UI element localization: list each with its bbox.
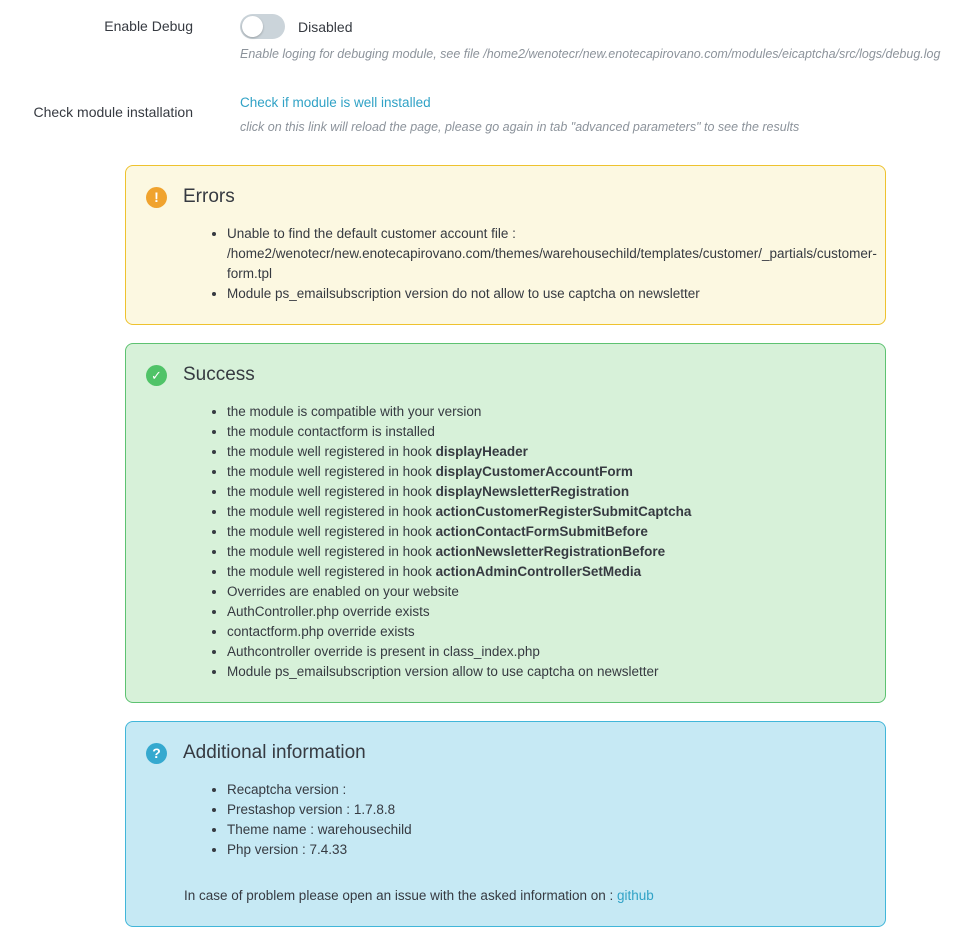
- list-item: • the module well registered in hook actionNewsletterRegistrationBefore: [227, 542, 865, 562]
- form-row-check-installation: [0, 94, 979, 135]
- errors-title: Errors: [183, 186, 235, 207]
- list-item: • the module is compatible with your version: [227, 402, 865, 422]
- info-footer: [184, 886, 865, 906]
- errors-alert: [125, 165, 886, 325]
- success-alert: [125, 343, 886, 703]
- list-item: • Overrides are enabled on your website: [227, 582, 865, 602]
- success-list: [146, 402, 865, 682]
- list-item: • Unable to find the default customer account file : /home2/wenotecr/new.enotecapirovano.com/themes/warehousechild/templates/customer/_partials/customer-form.tpl: [227, 224, 865, 284]
- alerts-area: [125, 165, 886, 927]
- list-item: • contactform.php override exists: [227, 622, 865, 642]
- additional-info-title: Additional information: [183, 742, 366, 763]
- additional-info-list: [146, 780, 865, 860]
- success-title: Success: [183, 364, 255, 385]
- list-item: • the module contactform is installed: [227, 422, 865, 442]
- list-item: • Module ps_emailsubscription version allow to use captcha on newsletter: [227, 662, 865, 682]
- form-row-enable-debug: [0, 14, 979, 62]
- list-item: • the module well registered in hook actionCustomerRegisterSubmitCaptcha: [227, 502, 865, 522]
- additional-info-alert: [125, 721, 886, 927]
- enable-debug-help: Enable loging for debuging module, see file /home2/wenotecr/new.enotecapirovano.com/modules/eicaptcha/src/logs/debug.log: [240, 47, 941, 61]
- list-item: • the module well registered in hook actionContactFormSubmitBefore: [227, 522, 865, 542]
- warning-exclamation-icon: !: [146, 187, 167, 208]
- list-item: • the module well registered in hook displayCustomerAccountForm: [227, 462, 865, 482]
- enable-debug-label: Enable Debug: [104, 18, 193, 34]
- list-item: • Authcontroller override is present in class_index.php: [227, 642, 865, 662]
- check-installation-link[interactable]: Check if module is well installed: [240, 95, 431, 110]
- list-item: • AuthController.php override exists: [227, 602, 865, 622]
- question-circle-icon: ?: [146, 743, 167, 764]
- toggle-knob-icon: [242, 16, 263, 37]
- errors-list: [146, 224, 877, 304]
- list-item: • Module ps_emailsubscription version do not allow to use captcha on newsletter: [227, 284, 865, 304]
- list-item: • Php version : 7.4.33: [227, 840, 865, 860]
- list-item: • the module well registered in hook displayHeader: [227, 442, 865, 462]
- list-item: • Recaptcha version :: [227, 780, 865, 800]
- check-installation-help: click on this link will reload the page, please go again in tab "advanced parameters" to see the results: [240, 120, 800, 134]
- check-installation-control: [240, 94, 979, 135]
- enable-debug-control: [240, 14, 979, 62]
- toggle-state-label: Disabled: [298, 18, 353, 35]
- check-circle-icon: ✓: [146, 365, 167, 386]
- github-link[interactable]: github: [617, 888, 654, 903]
- check-installation-label: Check module installation: [33, 104, 193, 120]
- enable-debug-toggle[interactable]: [240, 14, 285, 39]
- list-item: • Theme name : warehousechild: [227, 820, 865, 840]
- list-item: • Prestashop version : 1.7.8.8: [227, 800, 865, 820]
- info-footer-text: In case of problem please open an issue with the asked information on :: [184, 888, 618, 903]
- list-item: • the module well registered in hook actionAdminControllerSetMedia: [227, 562, 865, 582]
- list-item: • the module well registered in hook displayNewsletterRegistration: [227, 482, 865, 502]
